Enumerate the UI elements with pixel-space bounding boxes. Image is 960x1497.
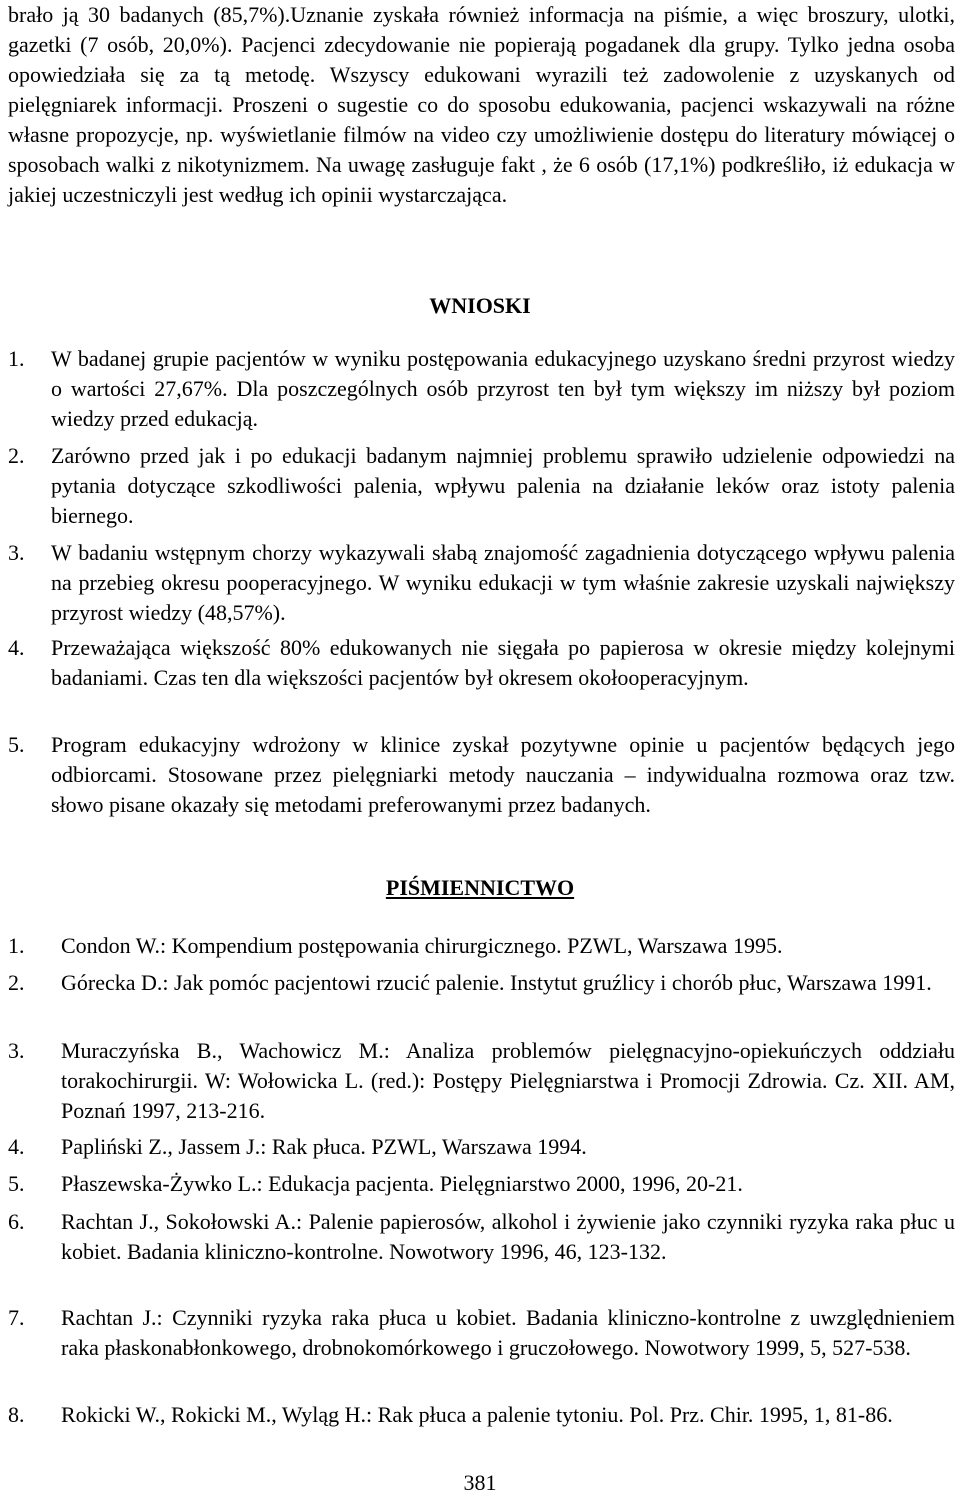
references-heading-text: PIŚMIENNICTWO	[385, 875, 575, 900]
conclusion-item	[8, 730, 955, 820]
conclusion-text: W badaniu wstępnym chorzy wykazywali słabą znajomość zagadnienia dotyczącego wpływu palenia na przebieg okresu pooperacyjnego. W wyniku edukacji w tym właśnie zakresie uzyskali największy przyrost wiedzy (48,57%).	[51, 540, 955, 625]
reference-text: Górecka D.: Jak pomóc pacjentowi rzucić palenie. Instytut gruźlicy i chorób płuc, Warszawa 1991.	[61, 970, 932, 995]
conclusion-number: 1.	[8, 346, 25, 371]
page-number: 381	[463, 1470, 497, 1495]
conclusion-number: 3.	[8, 540, 25, 565]
reference-number: 1.	[8, 933, 25, 958]
reference-item	[8, 968, 955, 998]
conclusion-item	[8, 538, 955, 628]
conclusion-text: Program edukacyjny wdrożony w klinice zyskał pozytywne opinie u pacjentów będących jego odbiorcami. Stosowane przez pielęgniarki metody nauczania – indywidualna rozmowa oraz tzw. słowo pisane okazały się metodami preferowanymi przez badanych.	[51, 732, 955, 817]
conclusion-number: 5.	[8, 732, 25, 757]
conclusions-heading: WNIOSKI	[429, 293, 531, 318]
reference-text: Muraczyńska B., Wachowicz M.: Analiza problemów pielęgnacyjno-opiekuńczych oddziału torakochirurgii. W: Wołowicka L. (red.): Postępy Pielęgniarstwa i Promocji Zdrowia. Cz. XII. AM, Poznań 1997, 213-216.	[61, 1038, 955, 1123]
reference-text: Płaszewska-Żywko L.: Edukacja pacjenta. Pielęgniarstwo 2000, 1996, 20-21.	[61, 1171, 743, 1196]
reference-text: Papliński Z., Jassem J.: Rak płuca. PZWL, Warszawa 1994.	[61, 1134, 587, 1159]
conclusion-item	[8, 633, 955, 693]
reference-text: Rokicki W., Rokicki M., Wyląg H.: Rak płuca a palenie tytoniu. Pol. Prz. Chir. 1995, 1, 81-86.	[61, 1402, 893, 1427]
reference-number: 7.	[8, 1305, 25, 1330]
reference-item	[8, 1036, 955, 1126]
conclusion-item	[8, 344, 955, 434]
reference-text: Rachtan J.: Czynniki ryzyka raka płuca u kobiet. Badania kliniczno-kontrolne z uwzględnieniem raka płaskonabłonkowego, drobnokomórkowego i gruczołowego. Nowotwory 1999, 5, 527-538.	[61, 1305, 955, 1360]
reference-number: 8.	[8, 1402, 25, 1427]
reference-number: 3.	[8, 1038, 25, 1063]
reference-item	[8, 931, 955, 961]
reference-number: 4.	[8, 1134, 25, 1159]
conclusion-number: 4.	[8, 635, 25, 660]
reference-item	[8, 1169, 955, 1199]
conclusion-text: Przeważająca większość 80% edukowanych nie sięgała po papierosa w okresie między kolejnymi badaniami. Czas ten dla większości pacjentów był okresem okołooperacyjnym.	[51, 635, 955, 690]
conclusion-item	[8, 441, 955, 531]
references-heading	[0, 875, 960, 901]
reference-item	[8, 1207, 955, 1267]
intro-paragraph: brało ją 30 badanych (85,7%).Uznanie zyskała również informacja na piśmie, a więc broszury, ulotki, gazetki (7 osób, 20,0%). Pacjenci zdecydowanie nie popierają pogadanek dla grupy. Tylko jedna osoba opowiedziała się za tą metodę. Wszyscy edukowani wyrazili też zadowolenie z uzyskanych od pielęgniarek informacji. Proszeni o sugestie co do sposobu edukowania, pacjenci wskazywali na różne własne propozycje, np. wyświetlanie filmów na video czy umożliwienie dostępu do literatury mówiącej o sposobach walki z nikotynizmem. Na uwagę zasługuje fakt , że 6 osób (17,1%) podkreśliło, iż edukacja w jakiej uczestniczyli jest według ich opinii wystarczająca.	[8, 2, 955, 207]
reference-item	[8, 1303, 955, 1363]
conclusion-text: Zarówno przed jak i po edukacji badanym najmniej problemu sprawiło udzielenie odpowiedzi na pytania dotyczące szkodliwości palenia, wpływu palenia na działanie leków oraz istoty palenia biernego.	[51, 443, 955, 528]
conclusion-text: W badanej grupie pacjentów w wyniku postępowania edukacyjnego uzyskano średni przyrost wiedzy o wartości 27,67%. Dla poszczególnych osób przyrost ten był tym większy im niższy był poziom wiedzy przed edukacją.	[51, 346, 955, 431]
conclusion-number: 2.	[8, 443, 25, 468]
reference-number: 6.	[8, 1209, 25, 1234]
reference-text: Rachtan J., Sokołowski A.: Palenie papierosów, alkohol i żywienie jako czynniki ryzyka raka płuc u kobiet. Badania kliniczno-kontrolne. Nowotwory 1996, 46, 123-132.	[61, 1209, 955, 1264]
reference-text: Condon W.: Kompendium postępowania chirurgicznego. PZWL, Warszawa 1995.	[61, 933, 783, 958]
reference-number: 5.	[8, 1171, 25, 1196]
reference-item	[8, 1132, 955, 1162]
reference-number: 2.	[8, 970, 25, 995]
reference-item	[8, 1400, 955, 1430]
